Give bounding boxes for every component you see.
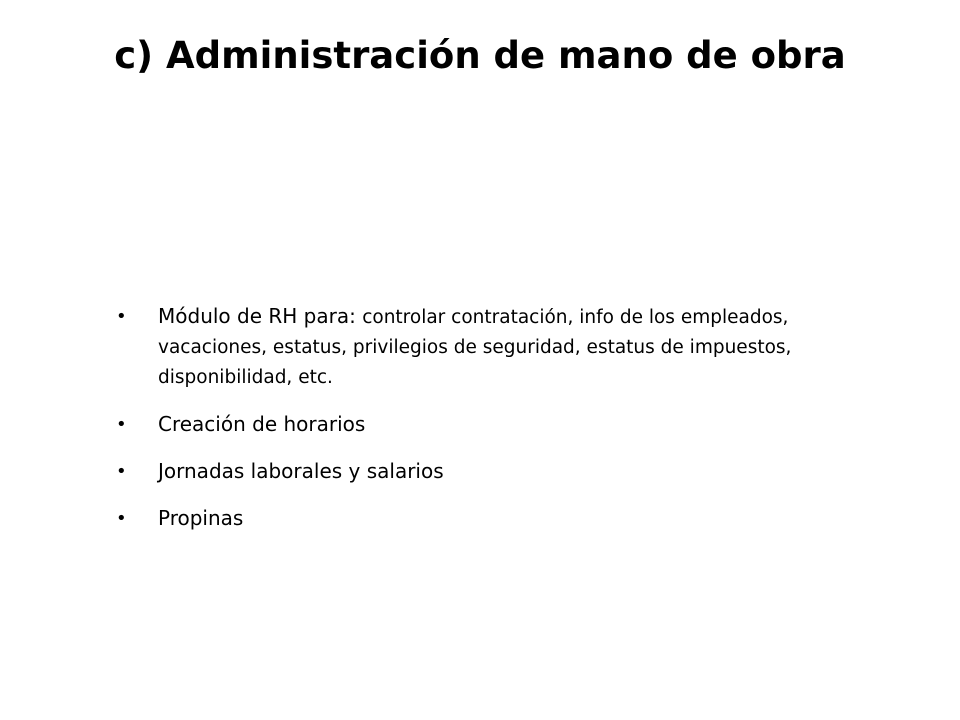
bullet-detail-text: controlar contratación, info de los empleados, vacaciones, estatus, privilegios de seguridad, estatus de impuestos, disponibilidad, etc. [158, 307, 792, 388]
bullet-item-jornadas [116, 457, 846, 486]
bullet-item-propinas [116, 504, 846, 533]
bullet-lead-text: Módulo de RH para: [158, 304, 363, 328]
bullet-icon: • [116, 306, 127, 327]
bullet-text: Jornadas laborales y salarios [158, 459, 444, 483]
bullet-icon: • [116, 414, 127, 435]
bullet-item-horarios [116, 410, 846, 439]
bullet-list [116, 302, 846, 551]
bullet-text: Creación de horarios [158, 412, 366, 436]
bullet-icon: • [116, 508, 127, 529]
bullet-item-rh-module [116, 302, 846, 392]
bullet-text: Propinas [158, 506, 244, 530]
slide-title: c) Administración de mano de obra [114, 34, 846, 77]
bullet-icon: • [116, 461, 127, 482]
